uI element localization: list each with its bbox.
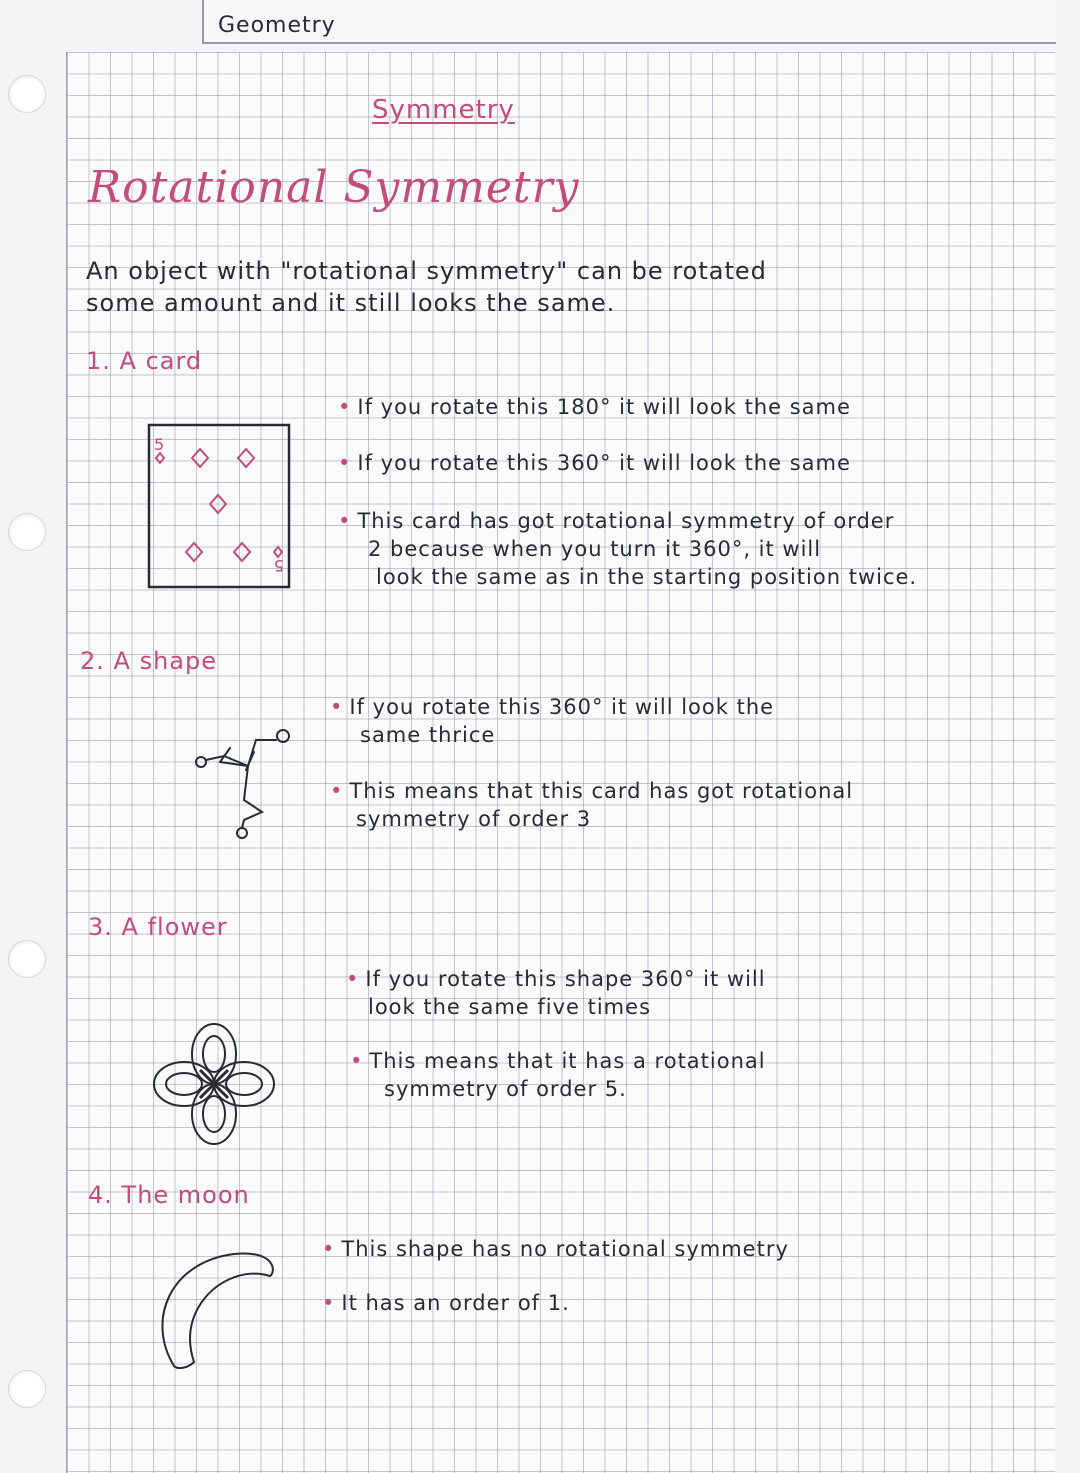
note-shape-3 xyxy=(330,778,853,804)
note-shape-2: same thrice xyxy=(360,723,496,747)
note-card-5: look the same as in the starting position twice. xyxy=(376,565,918,589)
example-label-flower: 3. A flower xyxy=(88,913,228,941)
playing-card-icon xyxy=(148,424,290,588)
note-card-1 xyxy=(338,394,851,420)
example-label-shape: 2. A shape xyxy=(80,647,217,675)
binder-hole xyxy=(8,75,46,113)
bullet-icon: • xyxy=(322,1237,336,1261)
note-card-2 xyxy=(338,450,851,476)
bullet-icon: • xyxy=(322,1291,336,1315)
note-text: If you rotate this shape 360° it will xyxy=(365,967,766,991)
card-rank-top: 5 xyxy=(154,435,165,454)
crescent-moon-icon xyxy=(150,1250,280,1370)
note-flower-3 xyxy=(350,1048,766,1074)
note-text: If you rotate this 360° it will look the same xyxy=(357,451,851,475)
example-label-card: 1. A card xyxy=(86,347,203,375)
note-text: This means that this card has got rotational xyxy=(349,779,854,803)
intro-line-2: some amount and it still looks the same. xyxy=(86,289,616,317)
bullet-icon: • xyxy=(330,779,344,803)
bullet-icon: • xyxy=(330,695,344,719)
binder-hole xyxy=(8,513,46,551)
note-shape-1 xyxy=(330,694,774,720)
binder-hole xyxy=(8,1370,46,1408)
flower-icon xyxy=(150,1020,278,1148)
bullet-icon: • xyxy=(350,1049,364,1073)
intro-line-1: An object with "rotational symmetry" can be rotated xyxy=(86,257,767,285)
note-text: If you rotate this 360° it will look the xyxy=(349,695,775,719)
three-arm-shape-icon xyxy=(190,720,300,840)
note-flower-4: symmetry of order 5. xyxy=(384,1077,627,1101)
bullet-icon: • xyxy=(338,509,352,533)
note-shape-4: symmetry of order 3 xyxy=(356,807,592,831)
card-rank-bottom: 5 xyxy=(273,556,284,575)
note-text: If you rotate this 180° it will look the same xyxy=(357,395,851,419)
note-card-4: 2 because when you turn it 360°, it will xyxy=(368,537,822,561)
note-moon-2 xyxy=(322,1290,570,1316)
section-title: Rotational Symmetry xyxy=(88,162,580,213)
note-text: This card has got rotational symmetry of order xyxy=(357,509,895,533)
note-text: This shape has no rotational symmetry xyxy=(341,1237,789,1261)
subject-title: Geometry xyxy=(218,13,336,38)
note-text: This means that it has a rotational xyxy=(369,1049,766,1073)
note-card-3 xyxy=(338,508,894,534)
note-text: It has an order of 1. xyxy=(341,1291,570,1315)
note-moon-1 xyxy=(322,1236,789,1262)
bullet-icon: • xyxy=(338,395,352,419)
note-flower-1 xyxy=(346,966,766,992)
note-flower-2: look the same five times xyxy=(368,995,652,1019)
example-label-moon: 4. The moon xyxy=(88,1181,250,1209)
page-title: Symmetry xyxy=(372,95,515,125)
bullet-icon: • xyxy=(346,967,360,991)
bullet-icon: • xyxy=(338,451,352,475)
binder-hole xyxy=(8,940,46,978)
